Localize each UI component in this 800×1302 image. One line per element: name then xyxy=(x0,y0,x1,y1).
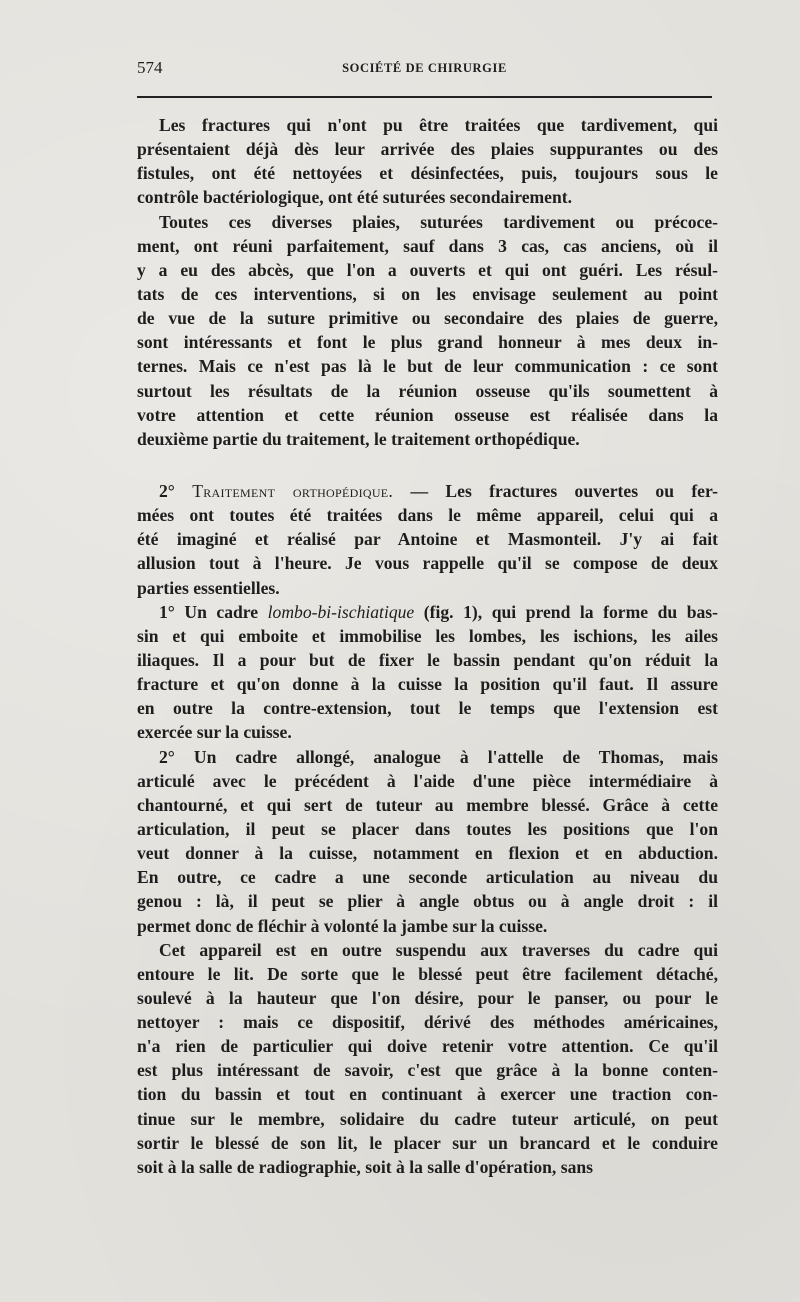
text-line: iliaques. Il a pour but de fixer le bassin pendant qu'on réduit la xyxy=(137,649,718,670)
text-line: entoure le lit. De sorte que le blessé peut être facilement détaché, xyxy=(137,963,718,984)
text-line: fracture et qu'on donne à la cuisse la position qu'il faut. Il assure xyxy=(137,674,718,695)
text-line: est plus intéressant de savoir, c'est que grâce à la bonne conten- xyxy=(137,1060,718,1081)
text-line: surtout les résultats de la réunion osseuse qu'ils soumettent à xyxy=(137,380,718,401)
text-segment: — Les fractures ouvertes ou fer- xyxy=(393,480,719,501)
running-head: SOCIÉTÉ DE CHIRURGIE xyxy=(342,61,507,75)
text-line: sont intéressants et font le plus grand honneur à mes deux in- xyxy=(137,332,718,353)
section-heading: Traitement orthopédique. xyxy=(192,480,394,501)
text-line: En outre, ce cadre a une seconde articulation au niveau du xyxy=(137,867,718,888)
page-header xyxy=(137,58,712,82)
text-line: Toutes ces diverses plaies, suturées tardivement ou précoce- xyxy=(159,211,718,232)
italic-term: lombo-bi-ischiatique xyxy=(267,601,415,622)
text-line: genou : là, il peut se plier à angle obtus ou à angle droit : il xyxy=(137,891,718,912)
text-line: soit à la salle de radiographie, soit à la salle d'opération, sans xyxy=(137,1156,593,1177)
text-line: exercée sur la cuisse. xyxy=(137,722,292,743)
text-line: parties essentielles. xyxy=(137,577,280,598)
text-line: chantourné, et qui sert de tuteur au membre blessé. Grâce à cette xyxy=(137,794,718,815)
text-line: Les fractures qui n'ont pu être traitées que tardivement, qui xyxy=(159,115,718,135)
text-line: ternes. Mais ce n'est pas là le but de leur communication : ce sont xyxy=(137,356,718,377)
text-line: deuxième partie du traitement, le traitement orthopédique. xyxy=(137,428,580,449)
text-line: de vue de la suture primitive ou secondaire des plaies de guerre, xyxy=(137,308,718,329)
text-line: mées ont toutes été traitées dans le même appareil, celui qui a xyxy=(137,505,718,526)
text-line: soulevé à la hauteur que l'on désire, pour le panser, ou pour le xyxy=(137,987,718,1008)
header-rule xyxy=(137,96,712,98)
text-line: en outre la contre-extension, tout le temps que l'extension est xyxy=(137,698,718,719)
text-line: contrôle bactériologique, ont été suturées secondairement. xyxy=(137,187,573,208)
text-line: articulation, il peut se placer dans toutes les positions que l'on xyxy=(137,818,718,839)
text-line: présentaient déjà dès leur arrivée des plaies suppurantes ou des xyxy=(137,139,718,160)
text-line: votre attention et cette réunion osseuse est réalisée dans la xyxy=(137,404,718,425)
text-line: permet donc de fléchir à volonté la jambe sur la cuisse. xyxy=(137,915,548,936)
page-number: 574 xyxy=(137,58,163,77)
text-line: été imaginé et réalisé par Antoine et Masmonteil. J'y ai fait xyxy=(137,529,718,550)
text-line: tats de ces interventions, si on les envisage seulement au point xyxy=(137,283,718,304)
paragraph xyxy=(137,210,718,451)
text-segment: 1° Un cadre xyxy=(159,601,268,622)
text-line: Cet appareil est en outre suspendu aux traverses du cadre qui xyxy=(159,939,718,960)
text-line xyxy=(137,479,718,503)
text-line xyxy=(137,600,718,624)
text-segment: (fig. 1), qui prend la forme du bas- xyxy=(414,601,718,622)
text-line: sin et qui emboite et immobilise les lombes, les ischions, les ailes xyxy=(137,625,718,646)
paragraph xyxy=(137,113,718,210)
body-text xyxy=(137,113,718,1179)
text-line: articulé avec le précédent à l'aide d'une pièce intermédiaire à xyxy=(137,770,718,791)
text-line: fistules, ont été nettoyées et désinfectées, puis, toujours sous le xyxy=(137,163,718,184)
text-line: n'a rien de particulier qui doive retenir votre attention. Ce qu'il xyxy=(137,1036,718,1057)
text-segment: 2° xyxy=(159,480,193,501)
text-line: tion du bassin et tout en continuant à exercer une traction con- xyxy=(137,1084,718,1105)
text-line: y a eu des abcès, que l'on a ouverts et qui ont guéri. Les résul- xyxy=(137,259,718,280)
text-line: tinue sur le membre, solidaire du cadre tuteur articulé, on peut xyxy=(137,1108,718,1129)
text-line: ment, ont réuni parfaitement, sauf dans 3 cas, cas anciens, où il xyxy=(137,235,718,256)
text-line: sortir le blessé de son lit, le placer sur un brancard et le conduire xyxy=(137,1132,718,1153)
paragraph xyxy=(137,745,718,938)
paragraph xyxy=(137,479,718,600)
text-line: nettoyer : mais ce dispositif, dérivé des méthodes américaines, xyxy=(137,1012,718,1033)
text-line: 2° Un cadre allongé, analogue à l'attelle de Thomas, mais xyxy=(159,746,718,767)
text-line: allusion tout à l'heure. Je vous rappelle qu'il se compose de deux xyxy=(137,553,718,574)
paragraph xyxy=(137,600,718,745)
text-line: veut donner à la cuisse, notamment en flexion et en abduction. xyxy=(137,843,718,864)
paragraph xyxy=(137,938,718,1179)
